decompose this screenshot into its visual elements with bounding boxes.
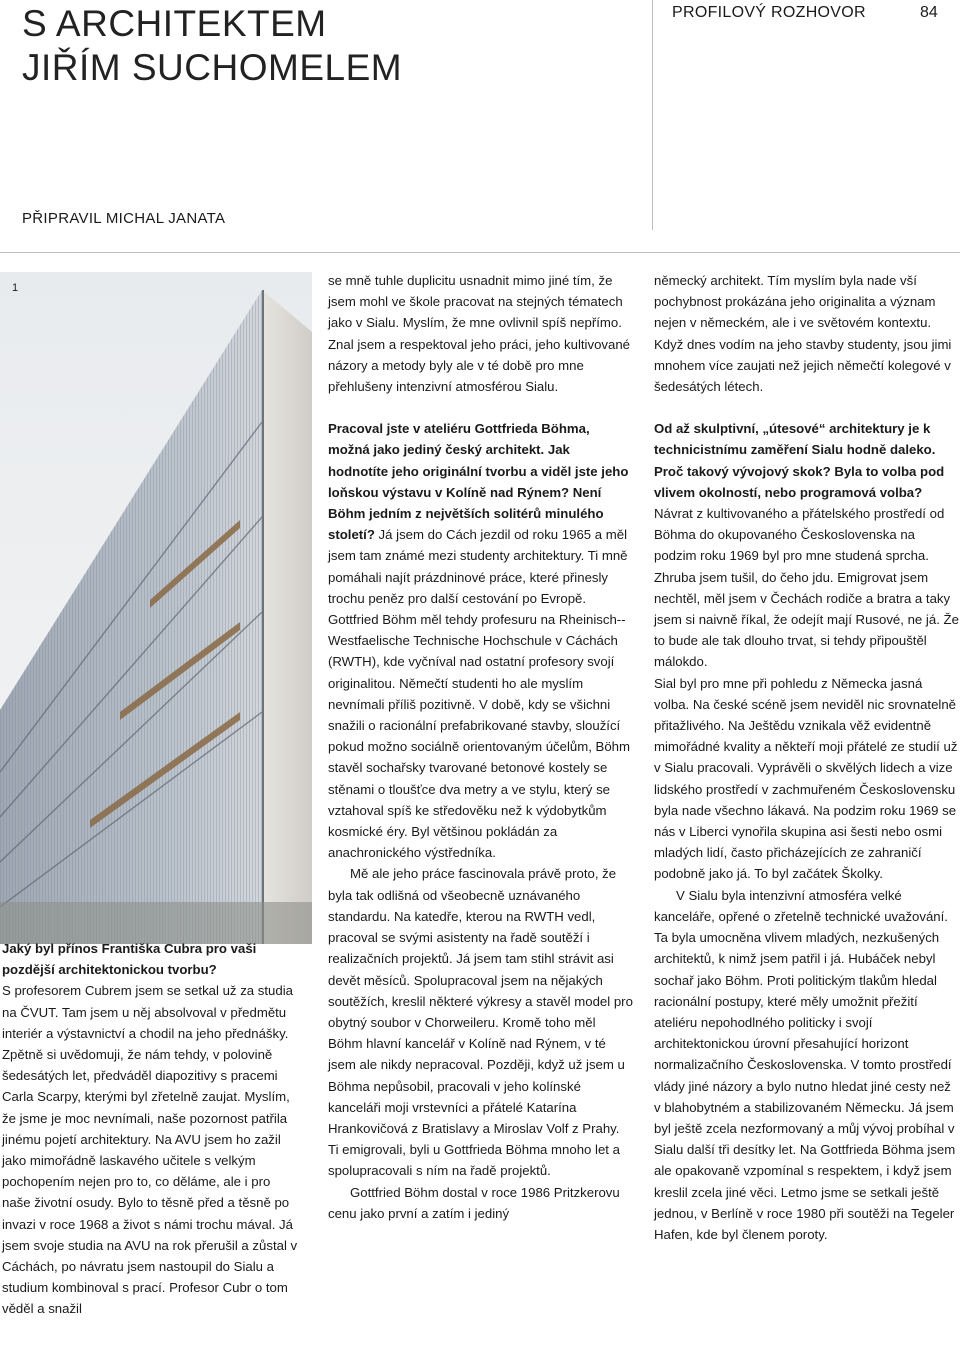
interview-answer: S profesorem Cubrem jsem se setkal už za studia na ČVUT. Tam jsem u něj absolvoval v předmětu interiér a výstavnictví a chodil na jeho přednášky. Zpětně si uvědomuji, že nám tehdy, v polovině šedesátých let, předváděl diapozitivy s pracemi Carla Scarpy, kterými byl zřetelně zaujat. Myslím, že jsme je moc nevnímali, naše pozornost patřila jinému pojetí architektury. Na AVU jsem ho zažil jako mimořádně laskavého učitele s velkým pochopením nejen pro to, co děláme, ale i pro naše životní osudy. Bylo to těsně před a těsně po invazi v roce 1968 a život s námi trochu mával. Já jsem svoje studia na AVU na rok přerušil a zůstal v Cáchách, po návratu jsem nastoupil do Sialu a studium kombinoval s prací. Profesor Cubr o tom věděl a snažil: [2, 983, 298, 1317]
author-line: PŘIPRAVIL MICHAL JANATA: [22, 210, 226, 227]
interview-question: Jaký byl přínos Františka Cubra pro vaši pozdější architektonickou tvorbu?: [2, 941, 257, 978]
qa-block: [654, 418, 959, 672]
page-number: 84: [920, 4, 938, 21]
column-1: [2, 938, 302, 1320]
interview-answer: Návrat z kultivovaného a přátelského prostředí od Böhma do okupovaného Československa na podzim roku 1969 byl pro mne studená sprcha. Zhruba jsem tušil, do čeho jdu. Emigrovat jsem nechtěl, měl jsem v Čechách rodiče a bratra a taky jsem si naivně říkal, že odejít mají Rusové, ne já. Že to bude ale tak dlouho trvat, si tehdy připouštěl málokdo.: [654, 506, 959, 670]
figure-number: 1: [12, 282, 19, 294]
paragraph: německý architekt. Tím myslím byla nade vší pochybnost prokázána jeho originalita a význam nejen v německém, ale i ve světovém kontextu. Když dnes vodím na jeho stavby studenty, jsou jimi mnohem více zaujati než jejich němečtí kolegové v šedesátých létech.: [654, 273, 952, 395]
paragraph: Mě ale jeho práce fascinovala právě proto, že byla tak odlišná od všeobecně uznávaného standardu. Na katedře, kterou na RWTH vedl, pracoval se svými asistenty na řadě soutěží i realizačních projektů. Já jsem tam stihl strávit asi devět měsíců. Spolupracoval jsem na nějakých soutěžích, kreslil některé výkresy a stavěl model pro obytný soubor v Chorweileru. Kromě toho měl Böhm hlavní kancelář v Kolíně nad Rýnem, v té jsem ale nikdy nepracoval. Později, když už jsem u Böhma nepůsobil, pracovali v jeho kolínské kanceláři moji vrstevníci a přátelé Katarína Hrankovičová z Bratislavy a Miroslav Volf z Prahy. Ti emigrovali, byli u Gottfrieda Böhma mnoho let a spolupracovali s ním na řadě projektů.: [328, 866, 633, 1179]
interview-question: Od až skulptivní, „útesové“ architektury je k technicistnímu zaměření Sialu hodně daleko. Proč takový vývojový skok? Byla to volba pod vlivem okolností, nebo programová volba?: [654, 421, 945, 500]
building-photo: [0, 272, 312, 944]
interview-question: Pracoval jste v ateliéru Gottfrieda Böhma, možná jako jediný český architekt. Jak hodnotíte jeho originální tvorbu a viděl jste jeho loňskou výstavu v Kolíně nad Rýnem? Není Böhm jedním z největších solitérů minulého století?: [328, 421, 629, 543]
column-2: [328, 270, 633, 1224]
qa-block: [328, 418, 633, 863]
interview-answer: Já jsem do Cách jezdil od roku 1965 a měl jsem tam známé mezi studenty architektury. Ti mně pomáhali najít prázdninové práce, které přinesly trochu peněz pro další cestování po Evropě. Gottfried Böhm měl tehdy profesuru na Rheinisch--Westfaelische Technische Hochschule v Cáchách (RWTH), kde vyčníval nad ostatní profesory svojí originalitou. Němečtí studenti ho ale myslím nevnímali příliš pozitivně. V době, kdy se všichni snažili o racionální prefabrikované stavby, sloužící pokud možno sociálně orientovaným účelům, Böhm stavěl sochařsky tvarované betonové kostely se stěnami o tloušťce dva metry a ve stylu, který se vztahoval spíš ke středověku než k výdobytkům kosmické éry. Byl většinou pokládán za anachronického výstředníka.: [328, 527, 631, 861]
title-line-2: JIŘÍM SUCHOMELEM: [22, 47, 403, 88]
title-line-1: S ARCHITEKTEM: [22, 3, 327, 44]
article-title: [22, 2, 402, 90]
paragraph: se mně tuhle duplicitu usnadnit mimo jiné tím, že jsem mohl ve škole pracovat na stejných tématech jako v Sialu. Myslím, že mne ovlivnil spíš nepřímo. Znal jsem a respektoval jeho práci, jeho kultivované názory a metody byly ale v té době pro mne přehlušeny intenzivní atmosférou Sialu.: [328, 273, 631, 395]
section-label: PROFILOVÝ ROZHOVOR: [672, 4, 866, 21]
header-rule: [0, 252, 960, 253]
header-divider: [652, 0, 653, 230]
paragraph: V Sialu byla intenzivní atmosféra velké kanceláře, opřené o zřetelně technické uvažování. Ta byla umocněna vlivem mladých, nezkušených architektů, k nimž jsem patřil i já. Hubáček nebyl sochař jako Böhm. Proti politickým tlakům hledal racionální postupy, které měly umožnit přežití ateliéru nepohodlného politicky i svojí architektonickou úrovní přesahující horizont normalizačního Československa. V tomto prostředí vlády jiné názory a bylo nutno hledat jiné cesty než v blahobytném a stabilizovaném Německu. Já jsem byl ještě zcela nezformovaný a můj vývoj probíhal v Sialu další tři desítky let. Na Gottfrieda Böhma jsem ale opakovaně vzpomínal s respektem, i když jsem kreslil zcela jiné věci. Letmo jsme se setkali ještě jednou, v Berlíně v roce 1980 při soutěži na Tegeler Hafen, kde byl členem poroty.: [654, 887, 956, 1242]
paragraph: Sial byl pro mne při pohledu z Německa jasná volba. Na české scéně jsem neviděl nic srovnatelně přitažlivého. Na Ještědu vznikala věž evidentně mimořádné kvality a někteří moji přátelé ze studií už v Sialu pracovali. Vyprávěli o skvělých lidech a vize lidského prostředí v zachmuřeném Československu byla nade všechno lákavá. Na podzim roku 1969 se nás v Liberci vynořila skupina asi šesti nebo osmi mladých lidí, často přicházejících ze zahraničí podobně jako já. To byl začátek Školky.: [654, 675, 958, 882]
column-3: [654, 270, 959, 1245]
paragraph: Gottfried Böhm dostal v roce 1986 Pritzkerovu cenu jako první a zatím i jediný: [328, 1184, 620, 1221]
